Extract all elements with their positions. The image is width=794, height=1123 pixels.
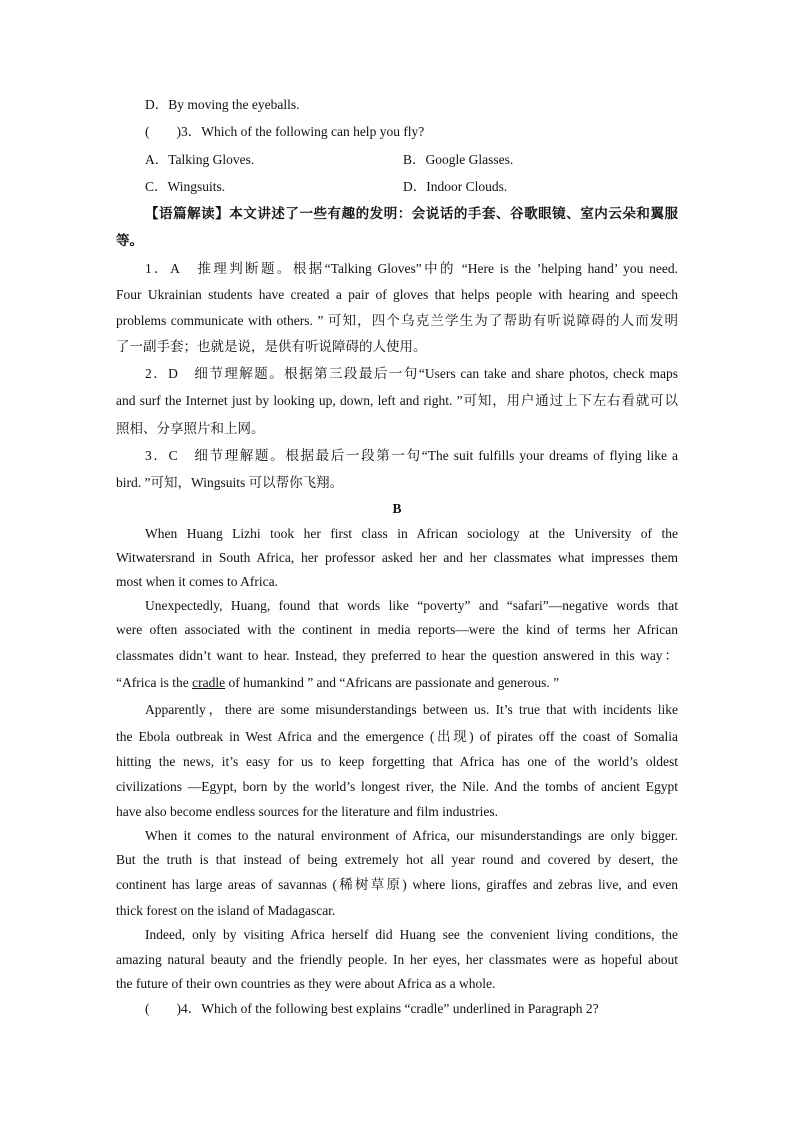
passage-b-heading: B	[392, 501, 402, 516]
answer-2-line-1: 2．D 细节理解题。根据第三段最后一句“Users can take and share photos, check maps	[145, 366, 678, 381]
passage-b-p5-line-3: the future of their own countries as they were about Africa as a whole.	[116, 976, 496, 991]
passage-b-p1-line-3: most when it comes to Africa.	[116, 574, 278, 589]
passage-b-p3-line-1: Apparently，there are some misunderstandings between us. It’s true that with incidents like	[145, 702, 678, 717]
q3-option-a: A．Talking Gloves.	[145, 152, 255, 167]
q2-option-d: D．By moving the eyeballs.	[145, 97, 300, 112]
passage-b-p3-line-4: civilizations —Egypt, born by the world’s longest river, the Nile. And the tombs of ancient Egypt	[116, 779, 678, 794]
passage-b-p5-line-2: amazing natural beauty and the friendly people. In her eyes, her classmates were as hopeful about	[116, 952, 678, 967]
answer-1-line-3: problems communicate with others. ” 可知，四个乌克兰学生为了帮助有听说障碍的人而发明	[116, 313, 678, 328]
passage-b-p2-line-4: “Africa is the cradle of humankind ” and “Africans are passionate and generous. ”	[116, 675, 560, 690]
analysis-summary-line-1: 【语篇解读】本文讲述了一些有趣的发明：会说话的手套、谷歌眼镜、室内云朵和翼服	[145, 206, 678, 221]
passage-b-p4-line-1: When it comes to the natural environment of Africa, our misunderstandings are only bigger.	[145, 828, 678, 843]
q3-option-c: C．Wingsuits.	[145, 179, 226, 194]
passage-b-p3-line-5: have also become endless sources for the literature and film industries.	[116, 804, 499, 819]
answer-3-line-1: 3．C 细节理解题。根据最后一段第一句“The suit fulfills your dreams of flying like a	[145, 448, 678, 463]
answer-2-line-2: and surf the Internet just by looking up, down, left and right. ”可知，用户通过上下左右看就可以	[116, 393, 678, 408]
underlined-word-cradle: cradle	[192, 675, 226, 690]
passage-b-p2-line-3: classmates didn’t want to hear. Instead, they preferred to hear the question answered in this way：	[116, 648, 678, 663]
passage-b-p1-line-1: When Huang Lizhi took her first class in African sociology at the University of the	[145, 526, 678, 541]
passage-b-p5-line-1: Indeed, only by visiting Africa herself did Huang see the convenient living conditions, the	[145, 927, 678, 942]
passage-b-p2-line-1: Unexpectedly, Huang, found that words like “poverty” and “safari”—negative words that	[145, 598, 678, 613]
q3-options-row-1	[145, 149, 678, 171]
q3-options-row-2	[145, 176, 678, 198]
passage-b-p3-line-3: hitting the news, it’s easy for us to keep forgetting that Africa has one of the world’s oldest	[116, 754, 678, 769]
analysis-summary-line-2: 等。	[116, 233, 143, 248]
passage-b-p4-line-3: continent has large areas of savannas (稀树草原) where lions, giraffes and zebras live, and even	[116, 877, 678, 892]
answer-1-line-4: 了一副手套；也就是说，是供有听说障碍的人使用。	[116, 339, 427, 354]
passage-b-p2-line-2: were often associated with the continent in media reports—were the kind of terms her African	[116, 622, 678, 637]
passage-b-p4-line-4: thick forest on the island of Madagascar.	[116, 903, 336, 918]
answer-2-line-3: 照相、分享照片和上网。	[116, 421, 265, 436]
answer-3-line-2: bird. ”可知，Wingsuits 可以帮你飞翔。	[116, 475, 344, 490]
answer-1-line-2: Four Ukrainian students have created a pair of gloves that helps people with hearing and speech	[116, 287, 678, 302]
q4-stem: ( )4．Which of the following best explains “cradle” underlined in Paragraph 2?	[145, 1001, 599, 1016]
passage-b-p4-line-2: But the truth is that instead of being extremely hot all year round and covered by desert, the	[116, 852, 678, 867]
passage-b-p3-line-2: the Ebola outbreak in West Africa and the emergence (出现) of pirates off the coast of Somalia	[116, 729, 678, 744]
answer-1-line-1: 1．A 推理判断题。根据“Talking Gloves”中的 “Here is the ’helping hand’ you need.	[145, 261, 678, 276]
passage-b-p1-line-2: Witwatersrand in South Africa, her professor asked her and her classmates what impresses them	[116, 550, 678, 565]
q3-option-b: B．Google Glasses.	[403, 152, 514, 167]
q3-option-d: D．Indoor Clouds.	[403, 179, 508, 194]
q3-stem: ( )3．Which of the following can help you fly?	[145, 124, 425, 139]
